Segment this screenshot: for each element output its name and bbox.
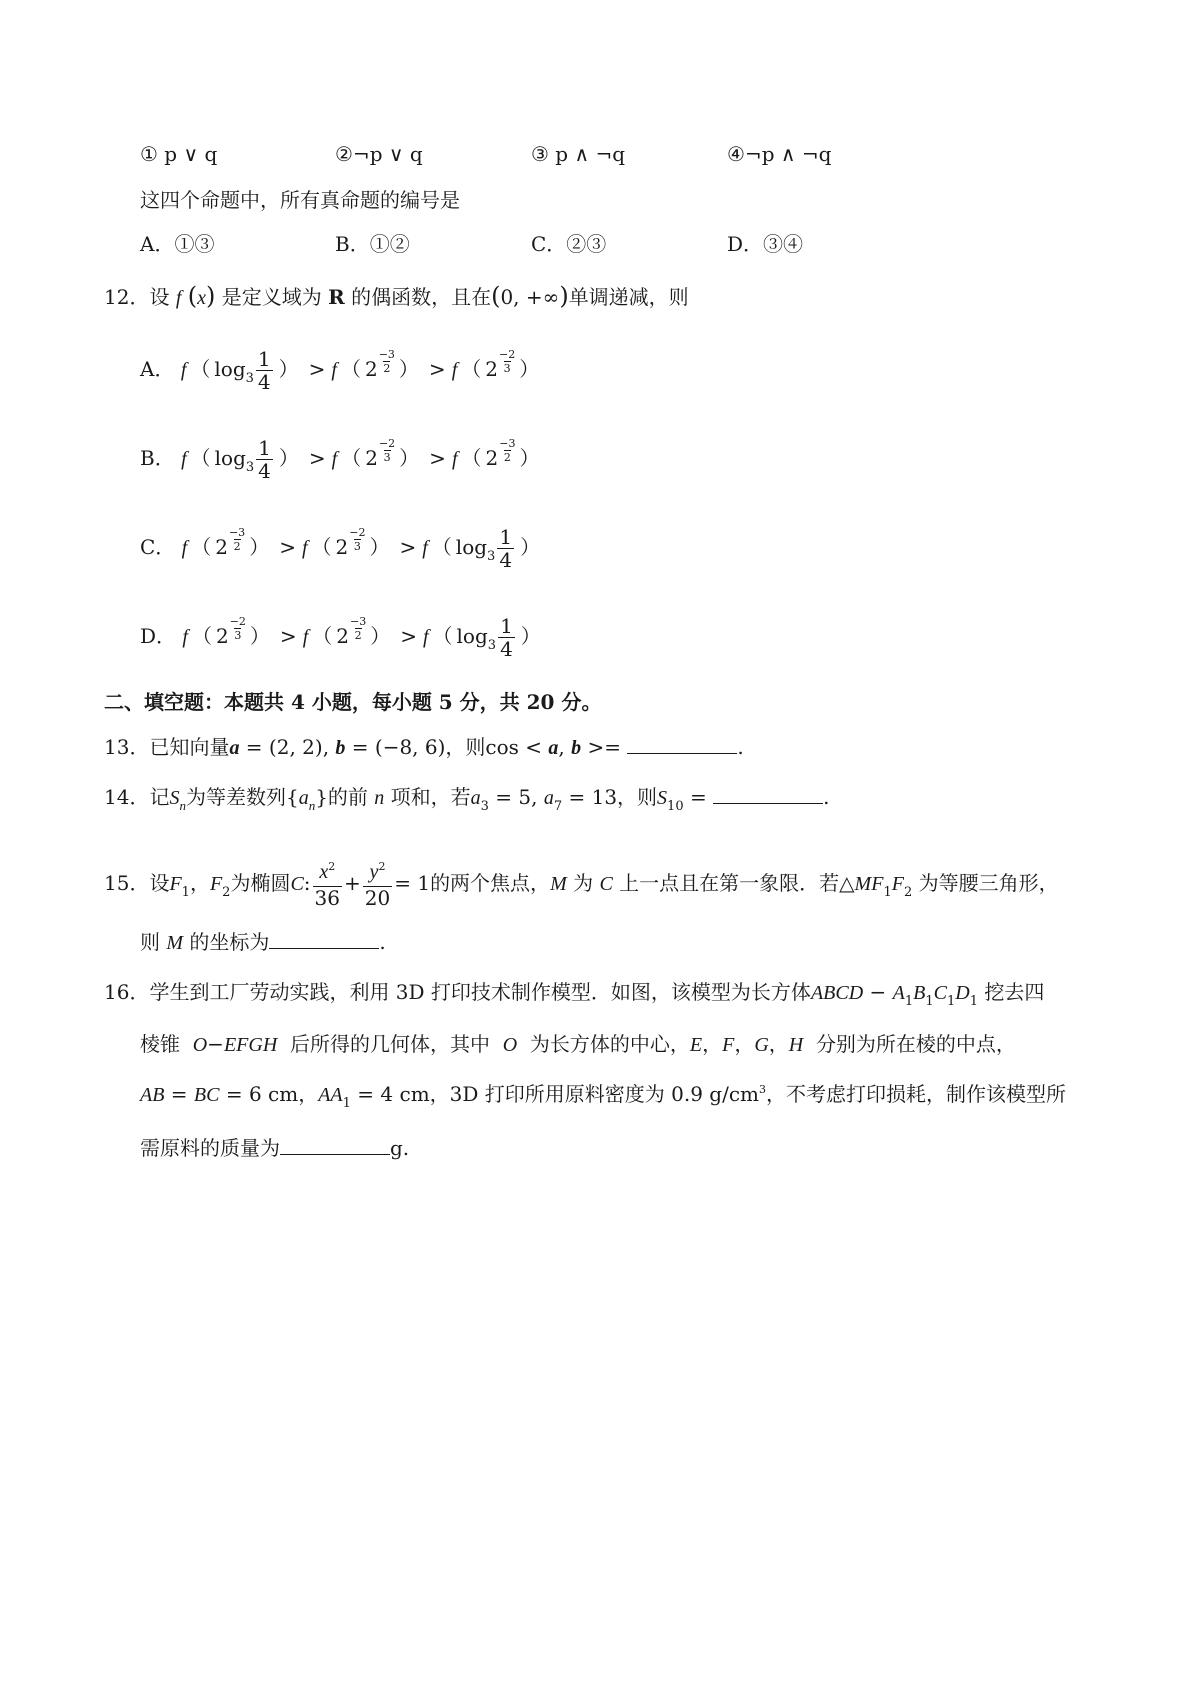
q11-option-a: A．①③ bbox=[140, 232, 215, 256]
q12-option-b: B． f （ $\log_3$ $\frac{1}{4}$ ） > f （ 2 $\frac{-2}{3}$ ） > f （ 2 $\frac{-3}{2}$ ） bbox=[140, 436, 540, 483]
q13: 13．已知向量a = (2, 2), b = (−8, 6)，则cos < a, b >= . bbox=[104, 735, 744, 759]
q12-option-a: A． f （ $\log_3$ $\frac{1}{4}$ ） > f （ 2 $\frac{-3}{2}$ ） > f （ 2 $\frac{-2}{3}$ ） bbox=[140, 347, 540, 394]
q11-option-c: C．②③ bbox=[531, 232, 607, 256]
q16-line-3: AB = BC = 6 cm，$AA_1 = 4$ cm，3D 打印所用原料密度为 0.9 $g/cm^3$，不考虑打印损耗，制作该模型所 bbox=[140, 1082, 1067, 1111]
q12-stem: 12．设 f (x) 是定义域为 R 的偶函数，且在(0, +∞)单调递减，则 bbox=[104, 282, 689, 310]
q15-answer-blank[interactable] bbox=[269, 928, 379, 949]
q16-line-1: 16．学生到工厂劳动实践，利用 3D 打印技术制作模型．如图，该模型为长方体ABCD − $A_1B_1C_1D_1$ 挖去四 bbox=[104, 980, 1045, 1009]
q11-option-d: D．③④ bbox=[727, 232, 804, 256]
q16-answer-blank[interactable] bbox=[280, 1134, 390, 1155]
q16-line-4: 需原料的质量为 g. bbox=[140, 1136, 410, 1160]
q11-prop-2: ②¬p ∨ q bbox=[335, 142, 423, 166]
q13-answer-blank[interactable] bbox=[627, 733, 737, 754]
q14-answer-blank[interactable] bbox=[713, 783, 823, 804]
q11-stem: 这四个命题中，所有真命题的编号是 bbox=[140, 188, 460, 212]
section-2-title: 二、填空题：本题共 4 小题，每小题 5 分，共 20 分。 bbox=[104, 690, 602, 714]
q11-prop-4: ④¬p ∧ ¬q bbox=[727, 142, 832, 166]
q11-prop-3: ③ p ∧ ¬q bbox=[531, 142, 626, 166]
q15-line-2: 则 M 的坐标为 . bbox=[140, 930, 386, 954]
q16-line-2: 棱锥 O−EFGH 后所得的几何体，其中 O 为长方体的中心，E，F，G，H 分别为所在棱的中点， bbox=[140, 1032, 1016, 1056]
q11-prop-1: ① p ∨ q bbox=[140, 142, 218, 166]
q14: 14．记$S_n$为等差数列$\{a_n\}$的前 n 项和，若$a_3 = 5$, $a_7 = 13$，则$S_{10}$ = . bbox=[104, 785, 830, 814]
q11-option-b: B．①② bbox=[335, 232, 410, 256]
q12-option-d: D． f （ 2 $\frac{-2}{3}$ ） > f （ 2 $\frac{-3}{2}$ ） > f （ $\log_3$ $\frac{1}{4}$ ） bbox=[140, 614, 541, 661]
q15-line-1: 15．设$F_1$，$F_2$为椭圆C: $\frac{x^2}{36}$ + $\frac{y^2}{20}$ = 1的两个焦点，M 为 C 上一点且在第一象限．若$\triangle MF_1F_2$ 为等腰三角形， bbox=[104, 860, 1059, 910]
q12-option-c: C． f （ 2 $\frac{-3}{2}$ ） > f （ 2 $\frac{-2}{3}$ ） > f （ $\log_3$ $\frac{1}{4}$ ） bbox=[140, 525, 541, 572]
